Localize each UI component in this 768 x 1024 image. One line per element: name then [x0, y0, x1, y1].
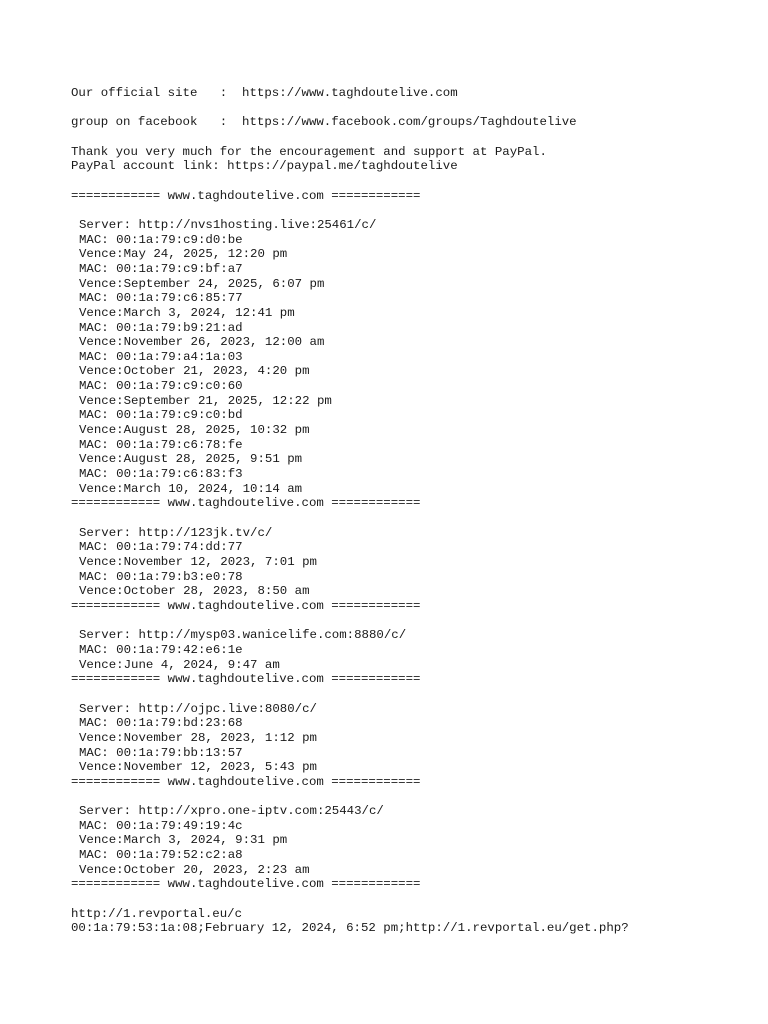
vence-line: Vence:October 21, 2023, 4:20 pm: [79, 364, 310, 379]
vence-line: Vence:September 21, 2025, 12:22 pm: [79, 393, 332, 408]
document-page: [71, 86, 751, 936]
mac-line: MAC: 00:1a:79:c6:85:77: [79, 291, 243, 306]
mac-line: MAC: 00:1a:79:c9:c0:bd: [79, 408, 243, 423]
mac-line: MAC: 00:1a:79:42:e6:1e: [79, 642, 243, 657]
mac-line: MAC: 00:1a:79:c6:78:fe: [79, 437, 243, 452]
spacer: [71, 511, 751, 526]
mac-line: MAC: 00:1a:79:c9:d0:be: [79, 232, 243, 247]
vence-line: Vence:March 3, 2024, 9:31 pm: [79, 833, 288, 848]
server-line: Server: http://nvs1hosting.live:25461/c/: [79, 217, 377, 232]
vence-line: Vence:September 24, 2025, 6:07 pm: [79, 276, 325, 291]
separator-line: ============ www.taghdoutelive.com ============: [71, 877, 421, 892]
mac-line: MAC: 00:1a:79:bd:23:68: [79, 716, 243, 731]
vence-line: Vence:May 24, 2025, 12:20 pm: [79, 247, 288, 262]
vence-line: Vence:November 12, 2023, 5:43 pm: [79, 760, 317, 775]
mac-line: MAC: 00:1a:79:a4:1a:03: [79, 349, 243, 364]
mac-line: MAC: 00:1a:79:c9:c0:60: [79, 379, 243, 394]
server-line: Server: http://mysp03.wanicelife.com:8880/c/: [79, 628, 407, 643]
vence-line: Vence:March 3, 2024, 12:41 pm: [79, 305, 295, 320]
thanks-line: Thank you very much for the encouragement and support at PayPal.: [71, 144, 547, 159]
vence-line: Vence:August 28, 2025, 10:32 pm: [79, 423, 310, 438]
mac-line: MAC: 00:1a:79:bb:13:57: [79, 745, 243, 760]
server-line: Server: http://123jk.tv/c/: [79, 525, 273, 540]
separator-line: ============ www.taghdoutelive.com ============: [71, 188, 421, 203]
spacer: [71, 892, 751, 907]
mac-line: MAC: 00:1a:79:b9:21:ad: [79, 320, 243, 335]
separator-line: ============ www.taghdoutelive.com ============: [71, 496, 421, 511]
spacer: [71, 687, 751, 702]
vence-line: Vence:August 28, 2025, 9:51 pm: [79, 452, 303, 467]
spacer: [71, 130, 751, 145]
official-site-line: Our official site : https://www.taghdoutelive.com: [71, 86, 458, 100]
portal-url-line: http://1.revportal.eu/c: [71, 906, 243, 921]
vence-line: Vence:March 10, 2024, 10:14 am: [79, 481, 303, 496]
vence-line: Vence:November 12, 2023, 7:01 pm: [79, 555, 317, 569]
mac-line: MAC: 00:1a:79:52:c2:a8: [79, 848, 243, 863]
mac-line: MAC: 00:1a:79:74:dd:77: [79, 540, 243, 555]
vence-line: Vence:June 4, 2024, 9:47 am: [79, 657, 280, 672]
vence-line: Vence:October 28, 2023, 8:50 am: [79, 584, 310, 599]
mac-line: MAC: 00:1a:79:b3:e0:78: [79, 569, 243, 584]
paypal-link-line: PayPal account link: https://paypal.me/taghdoutelive: [71, 159, 458, 174]
server-line: Server: http://xpro.one-iptv.com:25443/c/: [79, 804, 384, 819]
spacer: [71, 790, 751, 805]
facebook-group-line: group on facebook : https://www.facebook.com/groups/Taghdoutelive: [71, 115, 577, 130]
vence-line: Vence:November 26, 2023, 12:00 am: [79, 335, 325, 350]
spacer: [71, 101, 751, 116]
mac-line: MAC: 00:1a:79:c6:83:f3: [79, 467, 243, 482]
mac-line: MAC: 00:1a:79:49:19:4c: [79, 818, 243, 833]
spacer: [71, 614, 751, 629]
vence-line: Vence:November 28, 2023, 1:12 pm: [79, 730, 317, 745]
separator-line: ============ www.taghdoutelive.com ============: [71, 672, 421, 687]
portal-record-line: 00:1a:79:53:1a:08;February 12, 2024, 6:52 pm;http://1.revportal.eu/get.php?: [71, 921, 629, 936]
separator-line: ============ www.taghdoutelive.com ============: [71, 774, 421, 789]
spacer: [71, 174, 751, 189]
spacer: [71, 203, 751, 218]
server-line: Server: http://ojpc.live:8080/c/: [79, 701, 317, 716]
separator-line: ============ www.taghdoutelive.com ============: [71, 598, 421, 613]
vence-line: Vence:October 20, 2023, 2:23 am: [79, 862, 310, 877]
mac-line: MAC: 00:1a:79:c9:bf:a7: [79, 261, 243, 276]
